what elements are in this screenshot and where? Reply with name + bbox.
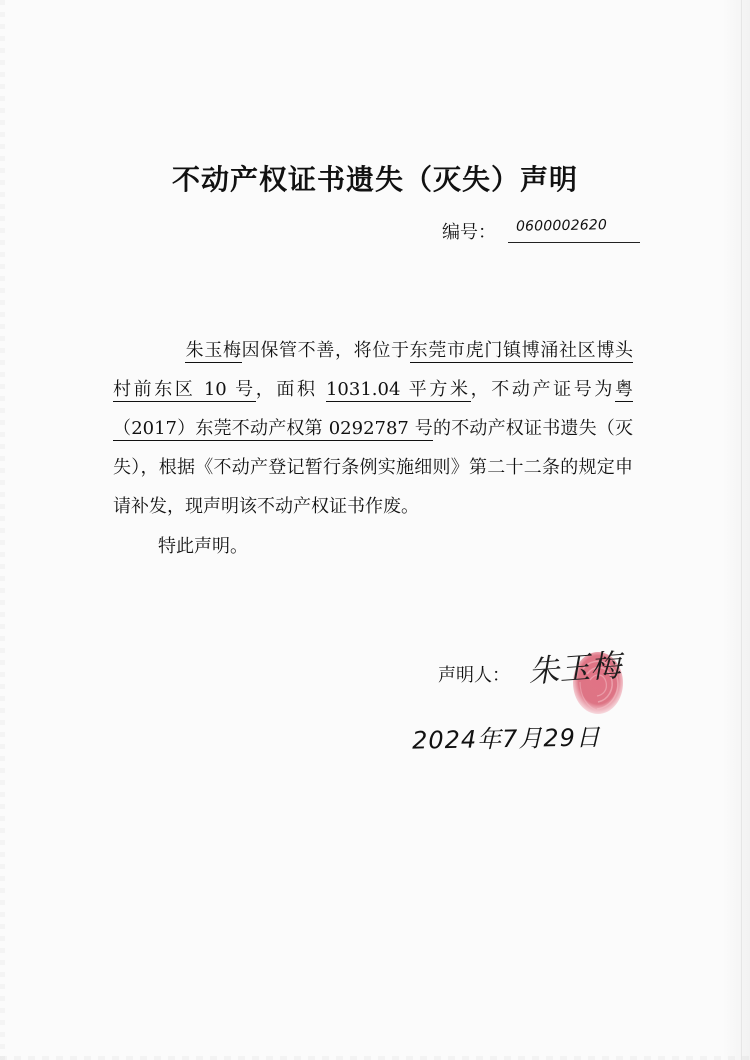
serial-label: 编号：: [442, 222, 496, 243]
signer-row: [438, 635, 642, 713]
signature: 朱玉梅: [526, 647, 623, 691]
signer-label: 声明人：: [438, 665, 510, 686]
property-area: 1031.04 平方米: [325, 379, 471, 400]
holder-name: 朱玉梅: [185, 340, 242, 361]
body-text-1: 因保管不善，将位于: [241, 340, 410, 361]
handwritten-date: 2024年7月29日: [411, 723, 602, 755]
signature-area: [522, 635, 642, 713]
certificate-number: 粤（2017）东莞不动产权第 0292787 号: [113, 379, 633, 439]
serial-number-line: [508, 216, 640, 243]
serial-number-value: 0600002620: [515, 216, 607, 235]
document-title: 不动产权证书遗失（灭失）声明: [171, 163, 578, 196]
property-location: 东莞市虎门镇博涌社区博头村前东区 10 号: [113, 340, 634, 400]
serial-number-row: [442, 218, 640, 244]
scan-edge-bottom: [0, 1056, 750, 1060]
body-text-4: 的不动产权证书遗失（灭失），根据《不动产登记暂行条例实施细则》第二十二条的规定申请补发，现声明该不动产权证书作废。: [113, 418, 634, 517]
closing-statement: 特此声明。: [158, 536, 248, 557]
body-text-3: ，不动产证号为: [470, 379, 615, 400]
body-text-2: ，面积: [255, 379, 326, 400]
declaration-body: [113, 331, 633, 526]
